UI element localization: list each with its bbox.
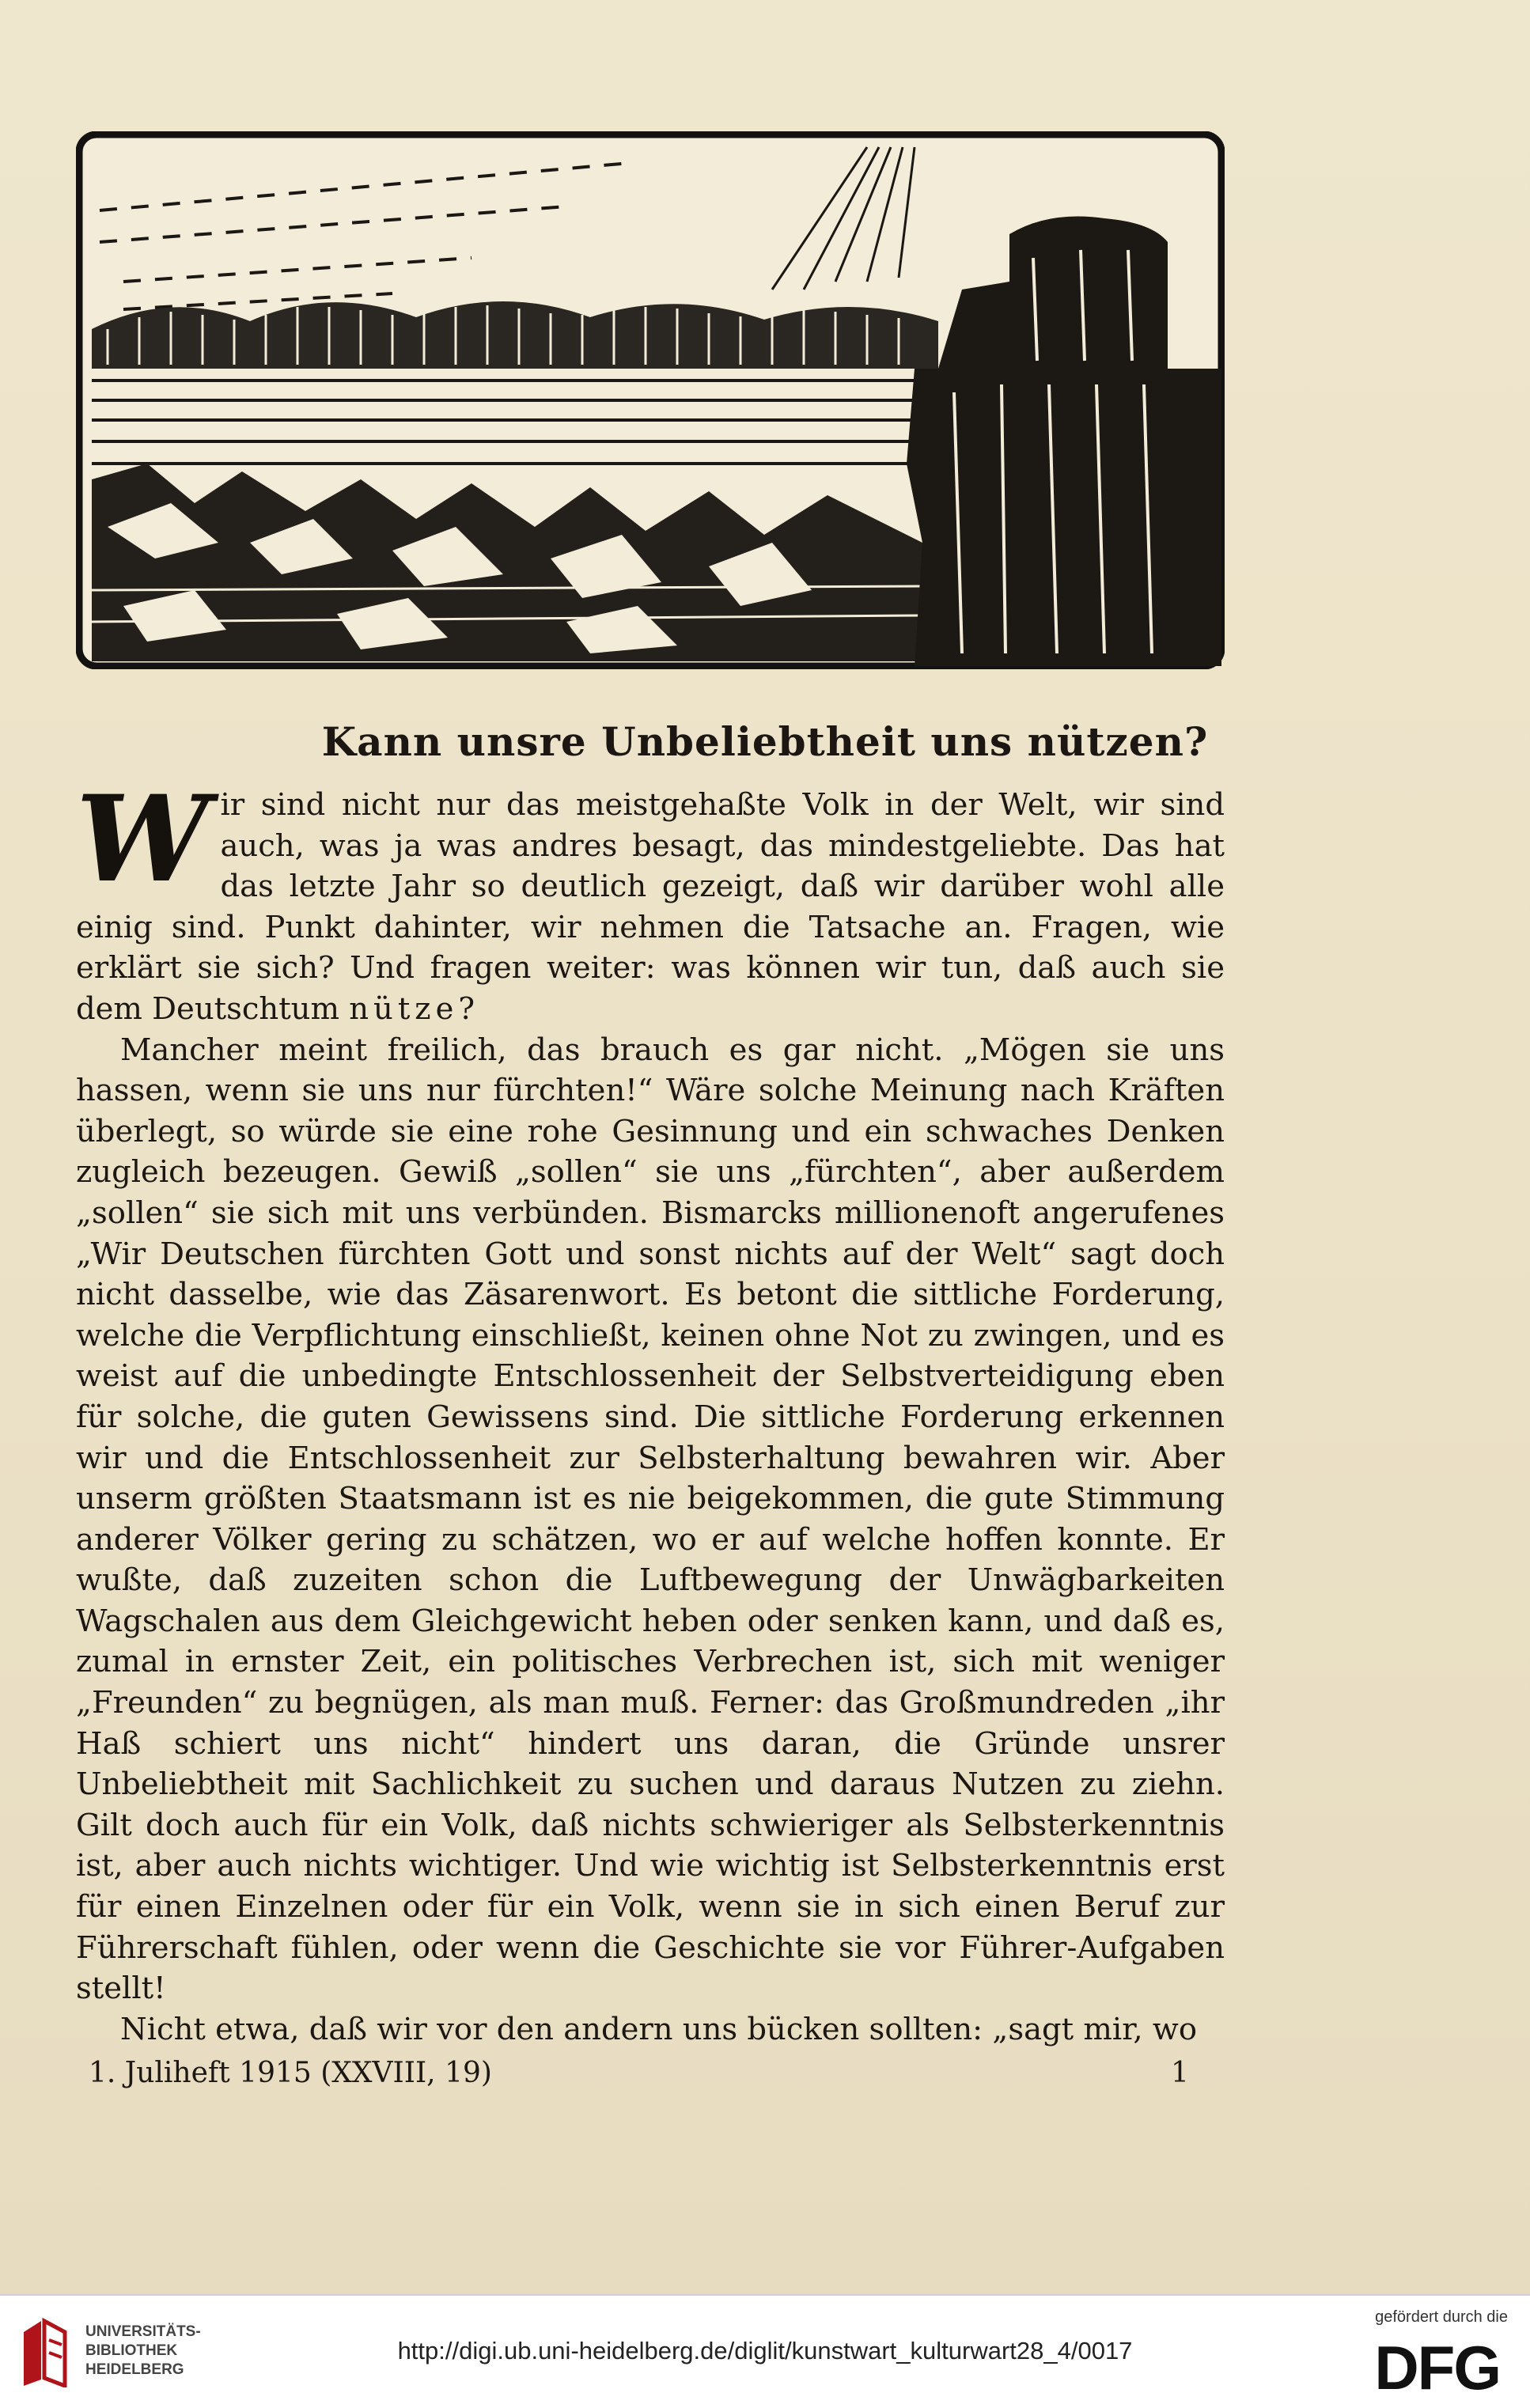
issue-info: 1. Juliheft 1915 (XXVIII, 19) xyxy=(89,2057,492,2089)
digital-library-footer xyxy=(0,2294,1530,2408)
drop-cap: W xyxy=(76,770,210,909)
article-title: Kann unsre Unbeliebtheit uns nützen? xyxy=(321,718,1209,765)
paragraph-text: ir sind nicht nur das meistgehaßte Volk in der Welt, wir sind auch, was ja was andres besagt, das mindestgeliebte. Das hat das letzte Jahr so deutlich gezeigt, daß wir darüber wohl alle einig sind. Punkt dahinter, wir nehmen die Tatsache an. Fragen, wie erklärt sie sich? Und fragen weiter: was können wir tun, daß auch sie dem Deutschtum xyxy=(76,787,1225,1027)
paragraph-2: Mancher meint freilich, das brauch es gar nicht. „Mögen sie uns hassen, wenn sie uns nur fürchten!“ Wäre solche Meinung nach Kräften überlegt, so würde sie eine rohe Gesinnung und ein schwaches Denken zugleich bezeugen. Gewiß „sollen“ sie uns „fürchten“, aber außerdem „sollen“ sie sich mit uns verbünden. Bismarcks millionenoft angerufenes „Wir Deutschen fürchten Gott und sonst nichts auf der Welt“ sagt doch nicht dasselbe, wie das Zäsarenwort. Es betont die sittliche Forderung, welche die Verpflichtung einschließt, keinen ohne Not zu zwingen, und es weist auf die unbedingte Entschlossenheit der Selbstverteidigung eben für solche, die guten Gewissens sind. Die sittliche Forderung erkennen wir und die Entschlossenheit zur Selbsterhaltung bewahren wir. Aber unserm größten Staatsmann ist es nie beigekommen, die gute Stimmung anderer Völker gering zu schätzen, wo er auf welche hoffen konnte. Er wußte, daß zuzeiten schon die Luftbewegung der Unwägbarkeiten Wagschalen aus dem Gleichgewicht heben oder senken kann, und daß es, zumal in ernster Zeit, ein politisches Verbrechen ist, sich mit weniger „Freunden“ zu begnügen, als man muß. Ferner: das Großmundreden „ihr Haß schiert uns nicht“ hindert uns daran, die Gründe unsrer Unbeliebtheit mit Sachlichkeit zu suchen und daraus Nutzen zu ziehn. Gilt doch auch für ein Volk, daß nichts schwieriger als Selbsterkenntnis ist, aber auch nichts wichtiger. Und wie wichtig ist Selbsterkenntnis erst für einen Einzelnen oder für ein Volk, wenn sie in sich einen Beruf zur Führerschaft fühlen, oder wenn die Geschichte sie vor Führer-Aufgaben stellt! xyxy=(76,1032,1225,2007)
paragraph-1 xyxy=(76,770,1225,1030)
spaced-word: nütze xyxy=(349,990,459,1027)
dfg-logo: DFG xyxy=(1374,2333,1500,2402)
article-body xyxy=(76,770,1225,2050)
permalink-url[interactable]: http://digi.ub.uni-heidelberg.de/diglit/kunstwart_kulturwart28_4/0017 xyxy=(397,2337,1133,2364)
sponsor-caption: gefördert durch die xyxy=(1375,2308,1508,2326)
paragraph-3: Nicht etwa, daß wir vor den andern uns bücken sollten: „sagt mir, wo xyxy=(120,2011,1197,2047)
signature-mark: 1 xyxy=(1171,2057,1189,2089)
paragraph-tail: ? xyxy=(458,990,475,1027)
library-name: UNIVERSITÄTS- BIBLIOTHEK HEIDELBERG xyxy=(85,2323,201,2378)
woodcut-landscape-illustration xyxy=(76,131,1225,669)
